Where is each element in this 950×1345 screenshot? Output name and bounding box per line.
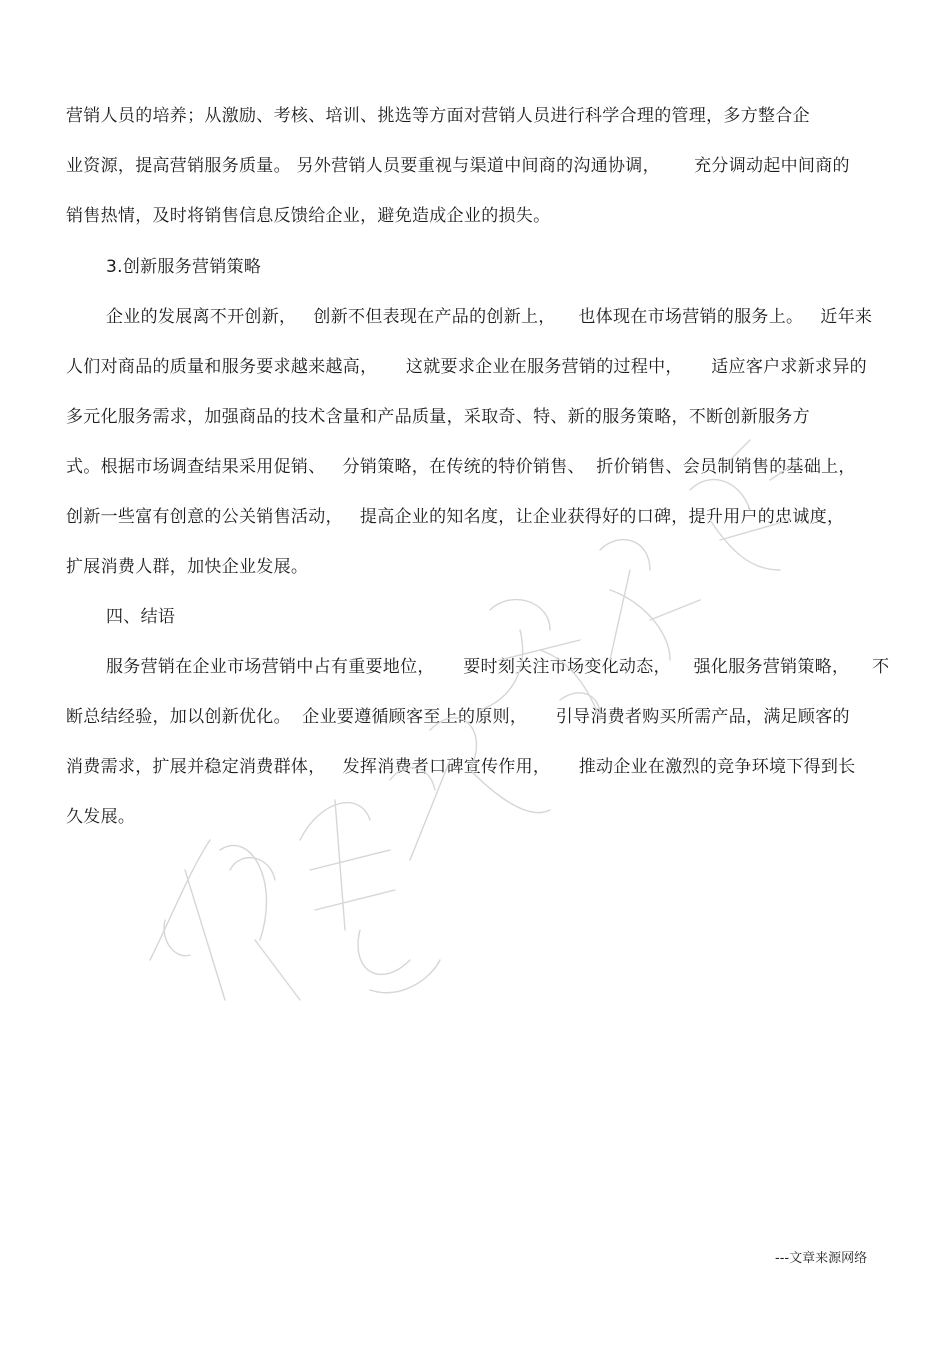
paragraph-2-line-2: 人们对商品的质量和服务要求越来越高， 这就要求企业在服务营销的过程中， 适应客户求新求异的 [66,357,867,377]
paragraph-2-line-3: 多元化服务需求，加强商品的技术含量和产品质量，采取奇、特、新的服务策略，不断创新服务方 [66,407,810,427]
paragraph-3-line-2: 断总结经验，加以创新优化。 企业要遵循顾客至上的原则， 引导消费者购买所需产品，满足顾客的 [66,707,850,727]
section-heading-innovation: 3.创新服务营销策略 [106,257,262,277]
paragraph-1-line-2: 业资源，提高营销服务质量。 另外营销人员要重视与渠道中间商的沟通协调， 充分调动起中间商的 [66,156,850,176]
paragraph-1-line-3: 销售热情，及时将销售信息反馈给企业，避免造成企业的损失。 [66,206,551,226]
paragraph-1-line-1: 营销人员的培养；从激励、考核、培训、挑选等方面对营销人员进行科学合理的管理，多方整合企 [66,106,810,126]
section-heading-conclusion: 四、结语 [106,607,176,627]
paragraph-2-line-5: 创新一些富有创意的公关销售活动， 提高企业的知名度，让企业获得好的口碑，提升用户的忠诚度， [66,507,845,527]
source-note: ---文章来源网络 [775,1251,868,1266]
paragraph-3-line-1: 服务营销在企业市场营销中占有重要地位， 要时刻关注市场变化动态， 强化服务营销策略， 不 [106,657,890,677]
paragraph-2-line-4: 式。根据市场调查结果采用促销、 分销策略，在传统的特价销售、 折价销售、会员制销售的基础上， [66,457,856,477]
paragraph-2-line-6: 扩展消费人群，加快企业发展。 [66,557,309,577]
paragraph-3-line-4: 久发展。 [66,807,136,827]
paragraph-3-line-3: 消费需求，扩展并稳定消费群体， 发挥消费者口碑宣传作用， 推动企业在激烈的竞争环境下得到长 [66,757,856,777]
paragraph-2-line-1: 企业的发展离不开创新， 创新不但表现在产品的创新上， 也体现在市场营销的服务上。 近年来 [106,307,873,327]
